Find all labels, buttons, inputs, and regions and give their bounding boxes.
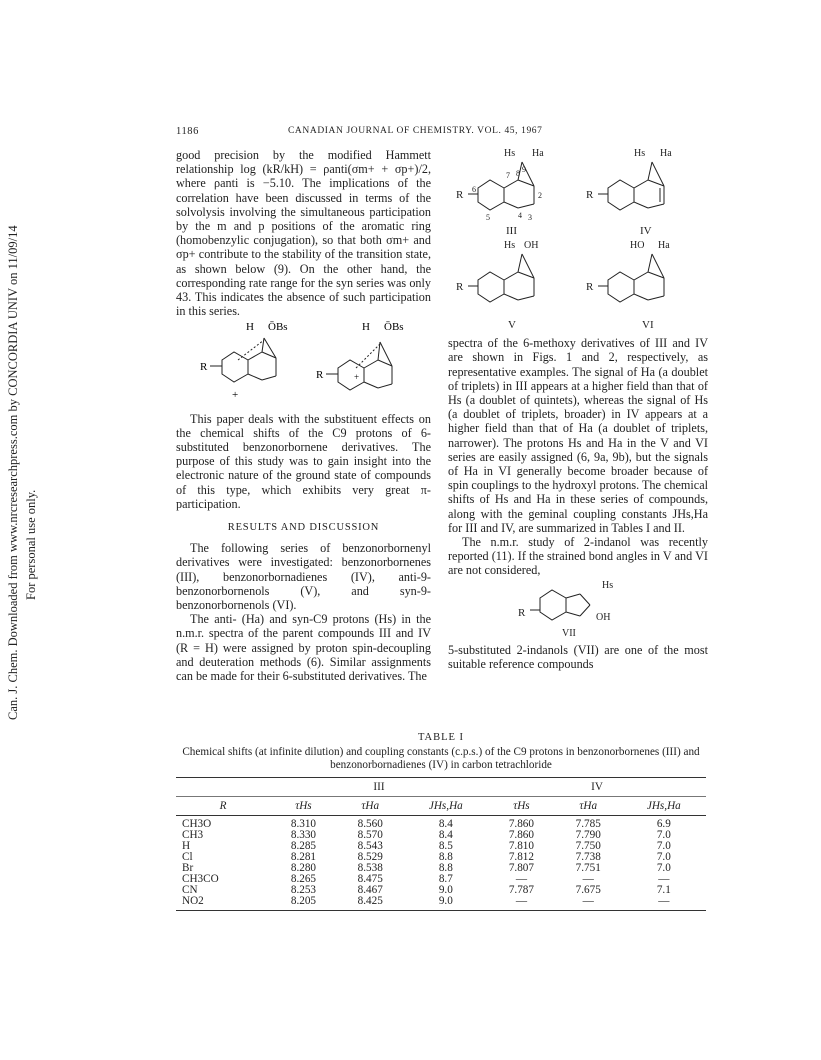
table-cell: 8.475 — [357, 873, 383, 885]
svg-text:Hs: Hs — [602, 579, 614, 591]
table-cell: CH3 — [182, 829, 204, 841]
paragraph-series: The following series of benzonorbornenyl derivatives were investigated: benzonorbornenes (III), benzonorbornadienes (IV), anti-9-benzonorbornenols (V), and syn-9-benzonorbornenols (VI). — [176, 541, 431, 613]
svg-text:3: 3 — [528, 213, 532, 222]
table-cell: 8.425 — [337, 896, 404, 911]
svg-text:IV: IV — [640, 225, 652, 237]
table-row — [176, 896, 706, 911]
svg-text:VII: VII — [562, 627, 576, 639]
table-cell: 7.0 — [656, 840, 671, 852]
group-header-iv: IV — [488, 778, 706, 797]
table-cell: — — [555, 896, 622, 911]
svg-text:R: R — [586, 281, 594, 293]
svg-text:9: 9 — [522, 165, 526, 174]
table-cell: 8.543 — [357, 840, 383, 852]
paragraph-hammett: good precision by the modified Hammett relationship log (kR/kH) = ρanti(σm+ + σp+)/2, where ρanti is −5.10. The implications of the correlation have been discussed in terms of the solvolysis involving the simultaneous participation by the m and p positions of the aromatic ring (homobenzylic conjugation), so that both σm+ and σp+ contribute to the stability of the transition state, as shown below (9). On the other hand, the corresponding rate range for the syn series was only 43. This indicates the absence of such participation in this series. — [176, 148, 431, 319]
structure-vii — [448, 578, 708, 640]
table-cell: 7.1 — [656, 884, 671, 896]
svg-text:+: + — [232, 389, 239, 402]
table-cell: 8.5 — [438, 840, 453, 852]
svg-text:Ha: Ha — [658, 240, 670, 251]
table-cell: CN — [182, 884, 198, 896]
paragraph-assignment: The anti- (Ha) and syn-C9 protons (Hs) in the n.m.r. spectra of the parent compounds III and IV (R = H) were assigned by proton spin-decoupling and deuteration methods (6). Similar assignments can be made for their 6-substituted derivatives. The — [176, 612, 431, 684]
svg-text:6: 6 — [472, 185, 476, 194]
journal-title: CANADIAN JOURNAL OF CHEMISTRY. VOL. 45, 1967 — [288, 126, 543, 136]
table-cell: 8.253 — [290, 884, 317, 896]
structure-iv — [598, 162, 664, 210]
table-cell: 7.738 — [575, 851, 601, 863]
download-notice-line2: For personal use only. — [24, 489, 38, 600]
table-cell: — — [488, 896, 555, 911]
table-cell: 7.787 — [508, 884, 534, 896]
svg-text:+: + — [354, 372, 360, 383]
paragraph-reference: 5-substituted 2-indanols (VII) are one of the most suitable reference compounds — [448, 642, 708, 672]
column-header: τHs — [488, 797, 555, 816]
table-cell: 8.8 — [438, 851, 453, 863]
download-notice — [4, 180, 44, 800]
table-cell: — — [622, 896, 706, 911]
svg-text:OH: OH — [596, 611, 611, 623]
page-number: 1186 — [176, 126, 200, 137]
table-cell: 8.538 — [357, 862, 383, 874]
svg-text:Ha: Ha — [532, 148, 544, 159]
svg-text:ŌBs: ŌBs — [384, 321, 404, 334]
table-cell: 7.810 — [508, 840, 534, 852]
svg-text:R: R — [518, 606, 526, 619]
table-cell: 8.560 — [337, 816, 404, 831]
svg-text:H: H — [362, 321, 370, 334]
table-cell: 9.0 — [438, 884, 453, 896]
svg-text:ŌBs: ŌBs — [268, 321, 288, 334]
svg-text:7: 7 — [506, 171, 510, 180]
paragraph-indanol: The n.m.r. study of 2-indanol was recently reported (11). If the strained bond angles in V and VI are not considered, — [448, 535, 708, 578]
table-cell: H — [182, 840, 191, 852]
table-cell: Cl — [182, 851, 193, 863]
group-header-iii: III — [270, 778, 488, 797]
column-header: JHs,Ha — [622, 797, 706, 816]
table-cell: 7.0 — [656, 851, 671, 863]
table-cell: 7.812 — [508, 851, 534, 863]
table-cell: 8.4 — [404, 816, 488, 831]
table-cell: 8.529 — [357, 851, 383, 863]
table-cell: 6.9 — [622, 816, 706, 831]
right-column — [448, 148, 708, 671]
table-cell: 8.265 — [290, 873, 317, 885]
download-notice-line1: Can. J. Chem. Downloaded from www.nrcresearchpress.com by CONCORDIA UNIV on 11/09/14 — [6, 225, 20, 720]
table-cell: 8.330 — [290, 829, 317, 841]
table-cell: 7.0 — [656, 862, 671, 874]
table-cell: 7.860 — [488, 816, 555, 831]
table-cell: 9.0 — [404, 896, 488, 911]
table-cell: 8.8 — [438, 862, 453, 874]
column-header: τHs — [270, 797, 337, 816]
table-cell: Br — [182, 862, 194, 874]
svg-text:VI: VI — [642, 319, 654, 331]
table-description: Chemical shifts (at infinite dilution) and coupling constants (c.p.s.) of the C9 protons in benzonorbornenes (III) and benzonorbornadienes (IV) in carbon tetrachloride — [182, 746, 700, 771]
table-cell: 8.281 — [290, 851, 317, 863]
ion-structure-right — [326, 342, 392, 390]
table-cell: NO2 — [176, 896, 270, 911]
paragraph-spectra: spectra of the 6-methoxy derivatives of III and IV are shown in Figs. 1 and 2, respectively, as representative examples. The signal of Ha (a doublet of triplets) in III appears at a higher field than that of Hs (a doublet of quintets), whereas the signal of Hs (a doublet of triplets, broader) in IV appears at a higher field than that of Ha (a doublet of triplets, narrower). The protons Hs and Ha in the V and VI series are easily assigned (6, 9a, 9b), but the signals of Ha in VI generally become broader because of spin couplings to the hydroxyl protons. The chemical shifts of Hs and Ha in these series of compounds, along with the geminal coupling constants JHs,Ha for III and IV, are summarized in Tables I and II. — [448, 336, 708, 535]
column-header: τHa — [337, 797, 404, 816]
left-column — [176, 148, 431, 683]
svg-text:R: R — [456, 281, 464, 293]
table-cell: 7.807 — [508, 862, 534, 874]
structures-iii-vi — [448, 148, 708, 333]
svg-text:Hs: Hs — [634, 148, 646, 159]
table-row — [176, 816, 706, 831]
table-cell: — — [658, 873, 670, 885]
svg-text:4: 4 — [518, 211, 522, 220]
svg-text:R: R — [200, 361, 208, 374]
structure-v — [468, 254, 534, 302]
column-header: JHs,Ha — [404, 797, 488, 816]
svg-text:V: V — [508, 319, 516, 331]
table-cell: 7.860 — [508, 829, 534, 841]
table-cell: — — [515, 873, 527, 885]
table-cell: CH3CO — [182, 873, 219, 885]
table-cell: 8.285 — [290, 840, 317, 852]
svg-text:5: 5 — [486, 213, 490, 222]
table-cell: 8.4 — [438, 829, 453, 841]
ion-structures — [176, 318, 431, 408]
svg-text:8: 8 — [516, 169, 520, 178]
paragraph-purpose: This paper deals with the substituent effects on the chemical shifts of the C9 protons of 6-substituted benzonorbornene derivatives. The purpose of this study was to gain insight into the electronic nature of the ground state of compounds of this type, which exhibits very great π-participation. — [176, 411, 431, 511]
ion-structure-left — [210, 338, 276, 382]
svg-text:OH: OH — [524, 240, 539, 251]
svg-text:III: III — [506, 225, 517, 237]
table-i — [176, 732, 706, 911]
table-cell: 8.310 — [270, 816, 337, 831]
table-cell: 7.675 — [575, 884, 601, 896]
data-table — [176, 777, 706, 911]
svg-text:Ha: Ha — [660, 148, 672, 159]
table-caption: TABLE I — [417, 732, 465, 743]
table-cell: 8.7 — [438, 873, 453, 885]
column-header: τHa — [555, 797, 622, 816]
table-cell: 7.0 — [656, 829, 671, 841]
table-cell: 8.467 — [357, 884, 383, 896]
svg-text:HO: HO — [630, 240, 645, 251]
table-cell: 8.280 — [290, 862, 317, 874]
svg-text:R: R — [586, 189, 594, 201]
table-cell: 7.751 — [575, 862, 601, 874]
table-cell: 7.790 — [575, 829, 601, 841]
structure-vi — [598, 254, 664, 302]
svg-text:Hs: Hs — [504, 240, 516, 251]
svg-text:R: R — [316, 369, 324, 382]
table-cell: 8.205 — [270, 896, 337, 911]
svg-text:H: H — [246, 321, 254, 334]
section-heading: RESULTS AND DISCUSSION — [227, 522, 380, 534]
svg-text:R: R — [456, 189, 464, 201]
table-cell: — — [582, 873, 594, 885]
svg-text:Hs: Hs — [504, 148, 516, 159]
table-cell: 8.570 — [357, 829, 383, 841]
table-cell: 7.750 — [575, 840, 601, 852]
table-cell: CH3O — [176, 816, 270, 831]
column-header: R — [176, 797, 270, 816]
svg-text:2: 2 — [538, 191, 542, 200]
table-cell: 7.785 — [555, 816, 622, 831]
